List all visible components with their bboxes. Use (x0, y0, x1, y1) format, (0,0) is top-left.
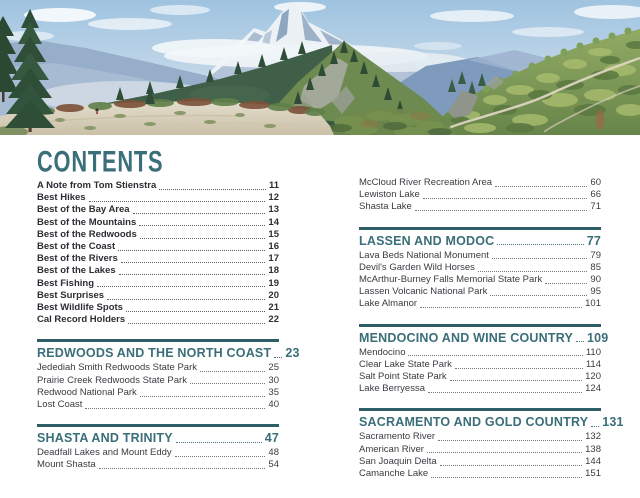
dot-leader (89, 201, 266, 202)
toc-entry-label: Lewiston Lake (359, 189, 420, 201)
page-number: 14 (268, 216, 279, 228)
section-divider (359, 324, 601, 327)
toc-entry-label: Best of the Rivers (37, 253, 118, 265)
toc-entry[interactable] (37, 265, 279, 277)
toc-entry-label: Deadfall Lakes and Mount Eddy (37, 447, 172, 459)
hiker-figure (95, 108, 98, 111)
section-item-list (359, 347, 601, 396)
toc-entry[interactable] (37, 192, 279, 204)
section-title: SHASTA AND TRINITY (37, 431, 173, 446)
page-number: 85 (590, 261, 601, 273)
dot-leader (576, 341, 584, 342)
toc-entry-label: Redwood National Park (37, 386, 137, 398)
section-item-list (359, 431, 601, 480)
toc-entry[interactable] (37, 290, 279, 302)
page-number: 132 (585, 431, 601, 443)
toc-entry-label: A Note from Tom Stienstra (37, 180, 157, 191)
page-number: 48 (268, 447, 279, 459)
dot-leader (431, 477, 582, 478)
contents-area (0, 135, 640, 480)
toc-entry[interactable] (37, 241, 279, 253)
page-number: 77 (586, 233, 601, 248)
page-number: 138 (585, 443, 601, 455)
dot-leader (492, 258, 588, 259)
toc-entry[interactable] (37, 278, 279, 290)
toc-entry-label: Best Fishing (37, 277, 95, 289)
toc-entry[interactable] (37, 253, 279, 265)
page-number: 20 (268, 289, 279, 301)
section-item-list (359, 250, 601, 311)
dot-leader (99, 468, 266, 469)
dot-leader (420, 307, 582, 308)
section-title: LASSEN AND MODOC (359, 233, 495, 248)
dot-leader (133, 213, 266, 214)
toc-section-heading[interactable] (37, 431, 279, 445)
dot-leader (497, 244, 583, 245)
dot-leader (495, 186, 587, 187)
page-number: 15 (268, 228, 279, 240)
dot-leader (159, 189, 266, 190)
front-matter-list (37, 180, 279, 326)
toc-section (37, 424, 279, 471)
page-title: CONTENTS (37, 145, 164, 178)
section-title: SACRAMENTO AND GOLD COUNTRY (359, 415, 589, 430)
toc-entry-label: Mendocino (359, 346, 406, 358)
section-divider (359, 227, 601, 230)
page-number: 71 (590, 201, 601, 213)
toc-entry[interactable] (37, 204, 279, 216)
section-divider (359, 408, 601, 411)
page-number: 54 (268, 459, 279, 471)
toc-entry[interactable] (37, 302, 279, 314)
section-item-list (37, 447, 279, 471)
toc-entry[interactable] (37, 217, 279, 229)
dot-leader (119, 274, 266, 275)
dot-leader (415, 210, 588, 211)
toc-entry-label: Best of the Coast (37, 241, 116, 253)
page-number: 40 (268, 399, 279, 411)
dot-leader (176, 442, 262, 443)
toc-entry-label: Devil's Garden Wild Horses (359, 261, 475, 273)
toc-entry-label: Sacramento River (359, 431, 436, 443)
section-item-list (37, 362, 279, 411)
toc-entry-label: Mount Shasta (37, 459, 96, 471)
page-number: 66 (590, 189, 601, 201)
toc-entry-label: Best of the Mountains (37, 216, 137, 228)
toc-entry-label: Lassen Volcanic National Park (359, 286, 488, 298)
dot-leader (545, 283, 587, 284)
page-number: 35 (268, 386, 279, 398)
page-number: 114 (585, 358, 601, 370)
page-number: 13 (268, 204, 279, 216)
toc-entry-label: Best of the Bay Area (37, 204, 130, 216)
page-number: 95 (590, 286, 601, 298)
dot-leader (140, 396, 266, 397)
dot-leader (438, 440, 582, 441)
toc-entry-label: Best Hikes (37, 192, 86, 204)
dot-leader (140, 238, 266, 239)
toc-entry[interactable] (359, 201, 601, 213)
dot-leader (423, 198, 588, 199)
page-number: 60 (590, 177, 601, 188)
dot-leader (200, 371, 265, 372)
toc-left-column (37, 145, 300, 480)
toc-entry-label: Camanche Lake (359, 468, 429, 480)
toc-entry-label: Lost Coast (37, 399, 83, 411)
page-number: 120 (585, 371, 601, 383)
dot-leader (175, 456, 266, 457)
page-number: 16 (268, 241, 279, 253)
page-number: 11 (268, 180, 279, 191)
page-number: 18 (268, 265, 279, 277)
section-divider (37, 424, 279, 427)
toc-entry[interactable] (359, 371, 601, 383)
toc-section (37, 339, 300, 411)
toc-entry[interactable] (37, 314, 279, 326)
toc-entry-label: Shasta Lake (359, 201, 412, 213)
dot-leader (128, 323, 265, 324)
dot-leader (126, 311, 265, 312)
toc-entry[interactable] (37, 180, 279, 192)
section-divider (37, 339, 279, 342)
toc-entry-label: Lake Berryessa (359, 383, 426, 395)
dot-leader (450, 380, 582, 381)
toc-entry[interactable] (37, 387, 279, 399)
page-number: 47 (264, 431, 279, 446)
mount-shasta-landscape-photo (0, 0, 640, 135)
dot-leader (408, 355, 582, 356)
page-number: 30 (268, 374, 279, 386)
dot-leader (85, 408, 265, 409)
dot-leader (427, 452, 582, 453)
toc-entry-label: Prairie Creek Redwoods State Park (37, 374, 187, 386)
dot-leader (440, 465, 583, 466)
toc-entry[interactable] (359, 298, 601, 310)
page-number: 144 (585, 455, 601, 467)
toc-entry-label: Best of the Redwoods (37, 228, 137, 240)
toc-entry[interactable] (37, 399, 279, 411)
toc-entry[interactable] (359, 274, 601, 286)
toc-entry-label: Jedediah Smith Redwoods State Park (37, 362, 198, 374)
dot-leader (190, 383, 265, 384)
toc-entry-label: Cal Record Holders (37, 314, 126, 326)
shasta-trinity-continued-list (359, 177, 601, 214)
dot-leader (118, 250, 265, 251)
toc-entry-label: Best Wildlife Spots (37, 302, 123, 314)
page-number: 79 (590, 249, 601, 261)
section-title: REDWOODS AND THE NORTH COAST (37, 346, 272, 361)
toc-section-heading[interactable] (37, 346, 300, 361)
page-number: 110 (585, 346, 601, 358)
toc-entry[interactable] (359, 431, 601, 443)
dot-leader (107, 299, 265, 300)
toc-entry[interactable] (37, 447, 279, 459)
toc-entry-label: McArthur-Burney Falls Memorial State Park (359, 274, 543, 286)
toc-entry[interactable] (359, 444, 601, 456)
toc-entry[interactable] (359, 177, 601, 189)
toc-entry-label: Lava Beds National Monument (359, 249, 489, 261)
page-number: 19 (268, 277, 279, 289)
page-number: 109 (587, 330, 609, 345)
page-number: 25 (268, 362, 279, 374)
right-sections (359, 227, 624, 481)
toc-entry[interactable] (359, 250, 601, 262)
page-number: 17 (268, 253, 279, 265)
dot-leader (428, 392, 582, 393)
toc-section (359, 324, 609, 396)
toc-entry-label: Best Surprises (37, 289, 105, 301)
toc-entry[interactable] (359, 286, 601, 298)
toc-section-heading[interactable] (359, 415, 624, 430)
toc-section-heading[interactable] (359, 330, 609, 345)
dot-leader (121, 262, 266, 263)
toc-entry[interactable] (359, 189, 601, 201)
toc-entry[interactable] (37, 375, 279, 387)
toc-entry-label: Clear Lake State Park (359, 358, 452, 370)
page-number: 12 (268, 192, 279, 204)
toc-entry[interactable] (359, 468, 601, 480)
dot-leader (490, 295, 587, 296)
dot-leader (591, 426, 599, 427)
header-photo (0, 0, 640, 135)
toc-entry[interactable] (359, 347, 601, 359)
page-number: 90 (590, 274, 601, 286)
dot-leader (139, 225, 265, 226)
toc-entry[interactable] (37, 362, 279, 374)
page-number: 101 (585, 298, 601, 310)
toc-entry[interactable] (359, 383, 601, 395)
page-number: 151 (585, 468, 601, 480)
page-number: 23 (285, 346, 300, 361)
toc-section-heading[interactable] (359, 234, 601, 248)
toc-entry[interactable] (359, 359, 601, 371)
page-number: 21 (268, 302, 279, 314)
page-number: 22 (268, 314, 279, 326)
toc-right-column (359, 150, 624, 480)
toc-entry-label: Salt Point State Park (359, 371, 447, 383)
toc-section (359, 227, 601, 311)
toc-entry-label: San Joaquin Delta (359, 455, 437, 467)
dot-leader (97, 286, 265, 287)
toc-entry[interactable] (359, 456, 601, 468)
page-number: 124 (585, 383, 601, 395)
toc-entry-label: McCloud River Recreation Area (359, 177, 493, 188)
toc-entry[interactable] (37, 459, 279, 471)
left-sections (37, 339, 300, 471)
page-number: 131 (602, 415, 624, 430)
toc-entry-label: Best of the Lakes (37, 265, 116, 277)
toc-section (359, 408, 624, 480)
toc-entry-label: Lake Almanor (359, 298, 418, 310)
dot-leader (274, 357, 282, 358)
toc-entry-label: American River (359, 443, 424, 455)
dot-leader (478, 271, 588, 272)
toc-entry[interactable] (359, 262, 601, 274)
section-title: MENDOCINO AND WINE COUNTRY (359, 330, 573, 345)
toc-entry[interactable] (37, 229, 279, 241)
dot-leader (455, 368, 583, 369)
